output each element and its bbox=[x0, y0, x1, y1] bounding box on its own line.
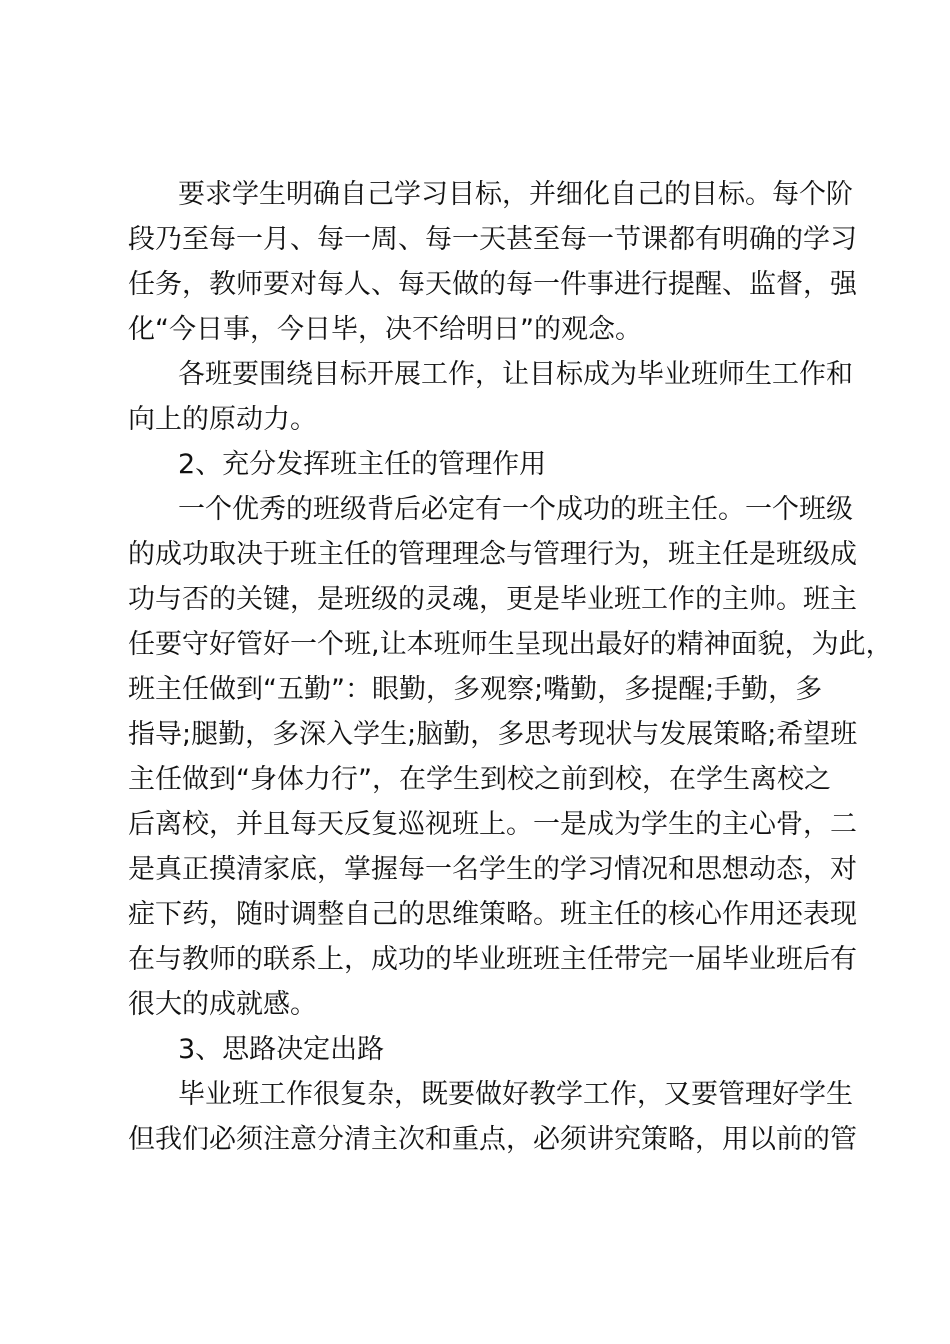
paragraph-line: 化“今日事，今日毕，决不给明日”的观念。 bbox=[128, 314, 642, 345]
paragraph-line: 一个优秀的班级背后必定有一个成功的班主任。一个班级 bbox=[178, 494, 853, 525]
paragraph-line: 功与否的关键，是班级的灵魂，更是毕业班工作的主帅。班主 bbox=[128, 584, 857, 615]
paragraph-line: 任务，教师要对每人、每天做的每一件事进行提醒、监督，强 bbox=[128, 269, 857, 300]
section-heading: 2、充分发挥班主任的管理作用 bbox=[178, 449, 547, 480]
paragraph-line: 班主任做到“五勤”：眼勤，多观察;嘴勤，多提醒;手勤，多 bbox=[128, 674, 823, 705]
paragraph-line: 指导;腿勤，多深入学生;脑勤，多思考现状与发展策略;希望班 bbox=[128, 719, 858, 750]
section-heading: 3、思路决定出路 bbox=[178, 1034, 385, 1065]
paragraph-line: 各班要围绕目标开展工作，让目标成为毕业班师生工作和 bbox=[178, 359, 853, 390]
paragraph-line: 向上的原动力。 bbox=[128, 404, 317, 435]
paragraph-line: 是真正摸清家底，掌握每一名学生的学习情况和思想动态，对 bbox=[128, 854, 857, 885]
paragraph-line: 主任做到“身体力行”，在学生到校之前到校，在学生离校之 bbox=[128, 764, 831, 795]
paragraph-line: 很大的成就感。 bbox=[128, 989, 317, 1020]
paragraph-line: 在与教师的联系上，成功的毕业班班主任带完一届毕业班后有 bbox=[128, 944, 857, 975]
paragraph-line: 任要守好管好一个班,让本班师生呈现出最好的精神面貌，为此， bbox=[128, 629, 893, 660]
paragraph-line: 毕业班工作很复杂，既要做好教学工作，又要管理好学生 bbox=[178, 1079, 853, 1110]
paragraph-line: 要求学生明确自己学习目标，并细化自己的目标。每个阶 bbox=[178, 179, 853, 210]
paragraph-line: 症下药，随时调整自己的思维策略。班主任的核心作用还表现 bbox=[128, 899, 857, 930]
paragraph-line: 后离校，并且每天反复巡视班上。一是成为学生的主心骨，二 bbox=[128, 809, 857, 840]
paragraph-line: 的成功取决于班主任的管理理念与管理行为，班主任是班级成 bbox=[128, 539, 857, 570]
paragraph-line: 但我们必须注意分清主次和重点，必须讲究策略，用以前的管 bbox=[128, 1124, 857, 1155]
paragraph-line: 段乃至每一月、每一周、每一天甚至每一节课都有明确的学习 bbox=[128, 224, 857, 255]
